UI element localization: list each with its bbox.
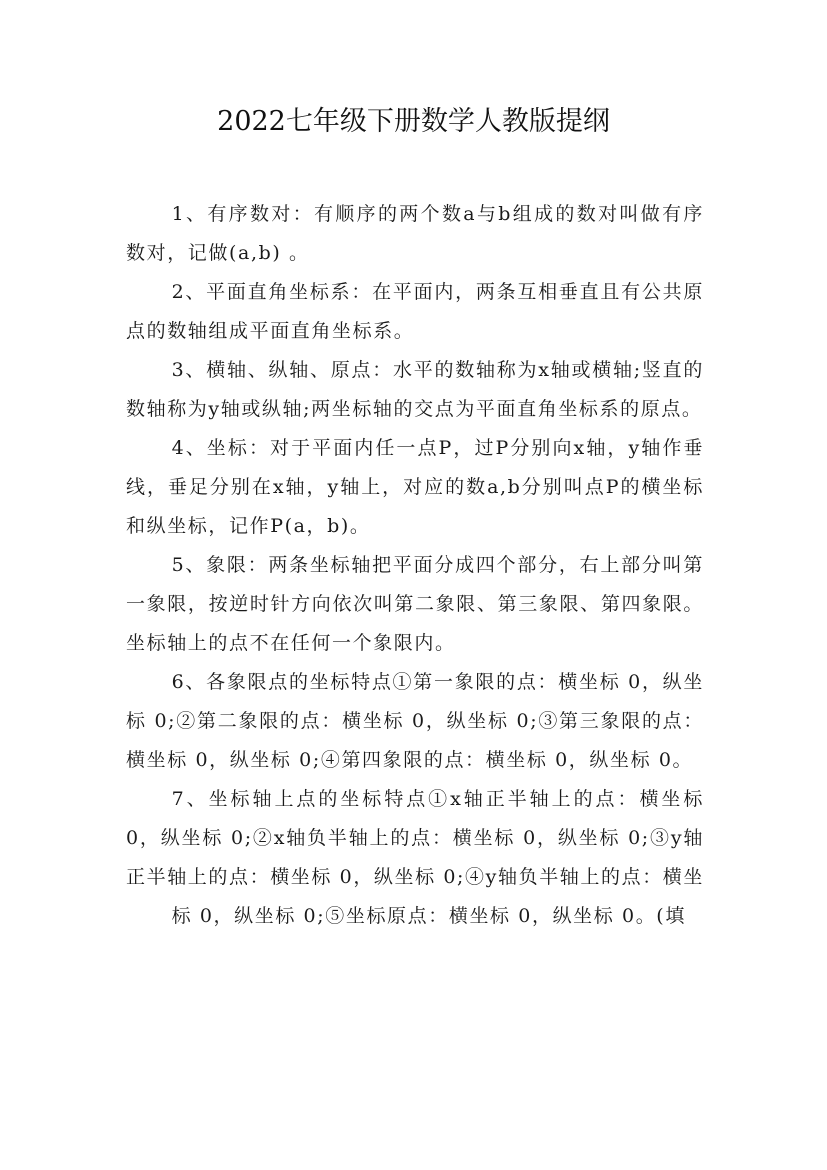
- paragraph-quadrant-signs: 6、各象限点的坐标特点①第一象限的点：横坐标 0，纵坐标 0;②第二象限的点：横坐标 0，纵坐标 0;③第三象限的点：横坐标 0，纵坐标 0;④第四象限的点：横坐标 0，纵坐标 0。: [126, 671, 704, 771]
- paragraph-coordinates: 4、坐标：对于平面内任一点P，过P分别向x轴，y轴作垂线，垂足分别在x轴，y轴上，对应的数a,b分别叫点P的横坐标和纵坐标，记作P(a，b)。: [126, 437, 704, 537]
- paragraph-axis-points-continued: 标 0，纵坐标 0;⑤坐标原点：横坐标 0，纵坐标 0。(填: [171, 905, 686, 927]
- paragraph-axes-origin: 3、横轴、纵轴、原点：水平的数轴称为x轴或横轴;竖直的数轴称为y轴或纵轴;两坐标轴的交点为平面直角坐标系的原点。: [126, 359, 704, 420]
- paragraph-axis-points: 7、坐标轴上点的坐标特点①x轴正半轴上的点：横坐标 0，纵坐标 0;②x轴负半轴上的点：横坐标 0，纵坐标 0;③y轴正半轴上的点：横坐标 0，纵坐标 0;④y轴负半轴上的点：横坐: [126, 788, 704, 888]
- paragraph-quadrants: 5、象限：两条坐标轴把平面分成四个部分，右上部分叫第一象限，按逆时针方向依次叫第二象限、第三象限、第四象限。坐标轴上的点不在任何一个象限内。: [126, 554, 704, 654]
- document-body: [126, 195, 704, 936]
- document-title: 2022七年级下册数学人教版提纲: [217, 106, 610, 137]
- paragraph-coordinate-system: 2、平面直角坐标系：在平面内，两条互相垂直且有公共原点的数轴组成平面直角坐标系。: [126, 281, 704, 342]
- paragraph-ordered-pair: 1、有序数对：有顺序的两个数a与b组成的数对叫做有序数对，记做(a,b) 。: [126, 203, 704, 264]
